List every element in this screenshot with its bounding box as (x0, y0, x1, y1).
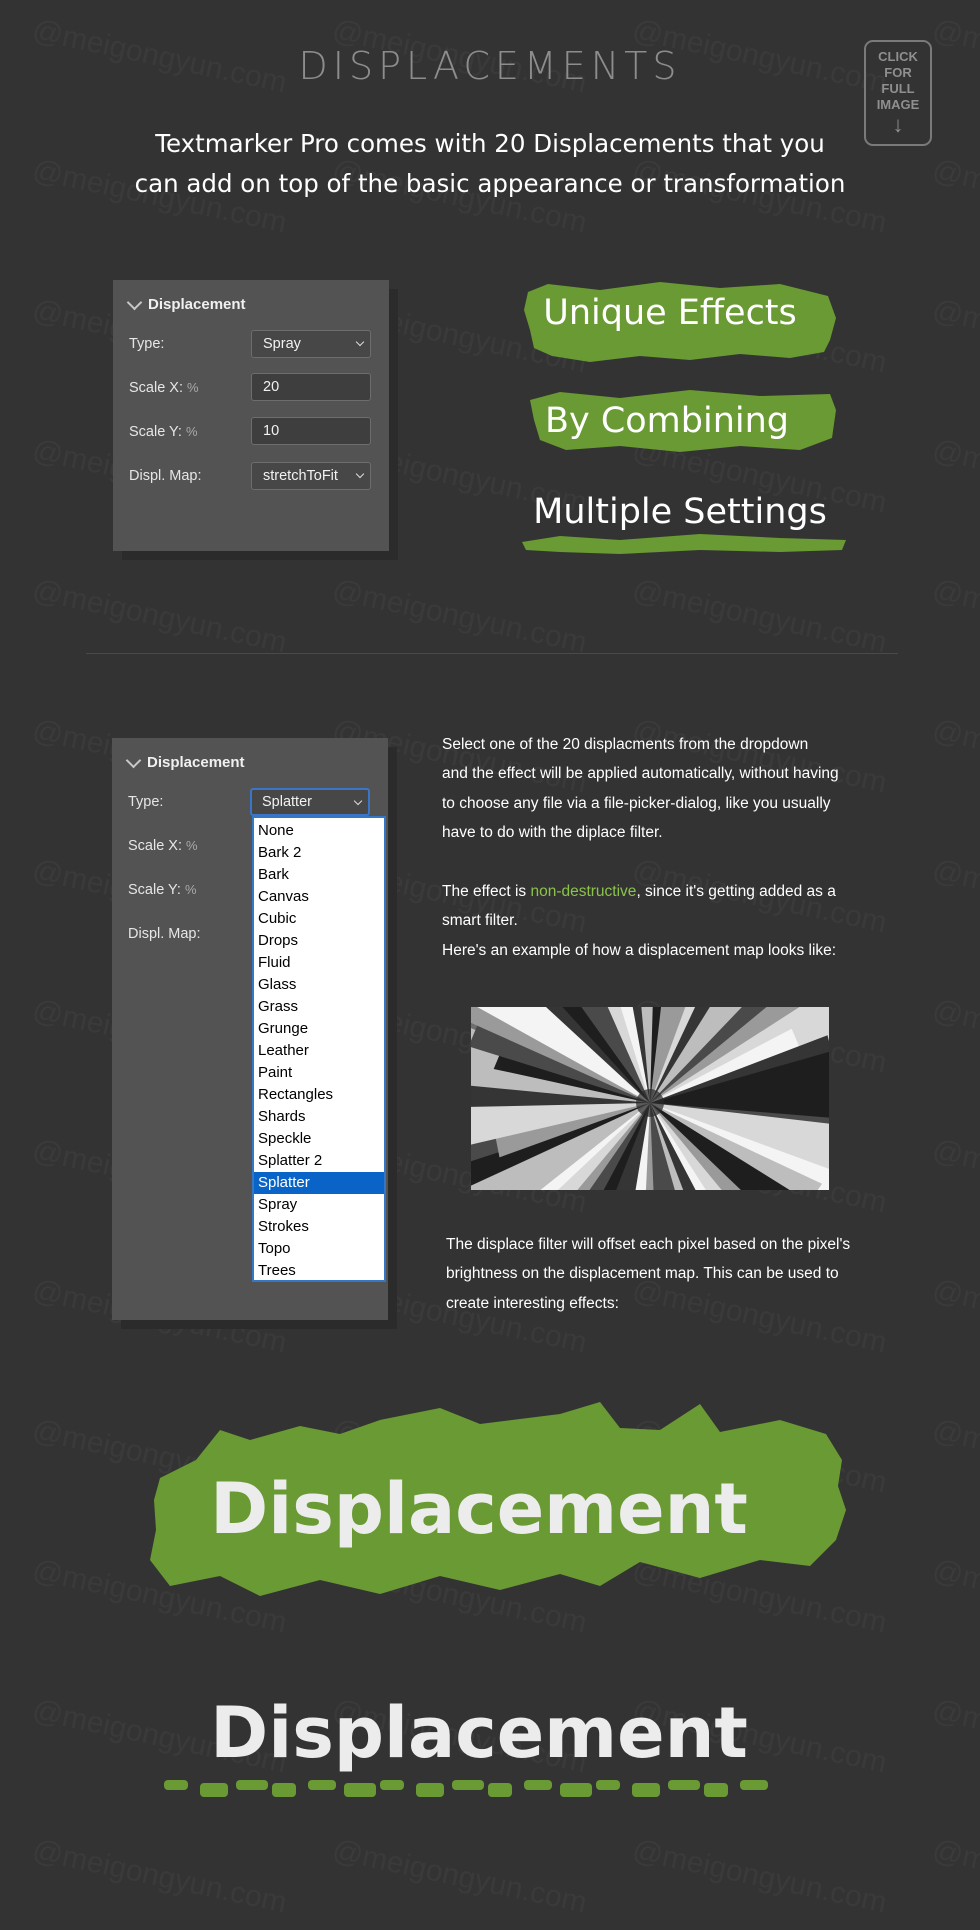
type-label: Type: (129, 336, 165, 352)
brush-dash (308, 1780, 336, 1790)
dropdown-option[interactable]: Rectangles (258, 1086, 334, 1103)
dropdown-option[interactable]: Paint (258, 1064, 293, 1081)
panel-header[interactable] (128, 754, 245, 771)
scale-x-label: Scale X: % (128, 838, 198, 854)
dropdown-option[interactable]: Bark (258, 866, 289, 883)
dropdown-option[interactable]: Leather (258, 1042, 309, 1059)
watermark-text (329, 1833, 589, 1920)
displ-map-label: Displ. Map: (128, 926, 201, 942)
type-select-value: Splatter (262, 794, 312, 810)
brush-dash (560, 1783, 592, 1797)
displacement-map-image (471, 1007, 829, 1190)
watermark-text (329, 573, 589, 660)
description-paragraph-1: Select one of the 20 displacments from the dropdown and the effect will be applied automatically, without having to choose any file via a file-picker-dialog, like you usually have to do with the diplace filter. (442, 736, 839, 842)
watermark-text (929, 1133, 980, 1220)
dropdown-option[interactable]: Canvas (258, 888, 309, 905)
dropdown-option[interactable]: Splatter 2 (258, 1152, 323, 1169)
effect-text-3: Multiple Settings (533, 492, 827, 532)
dropdown-option[interactable]: Drops (258, 932, 299, 949)
brush-dash (704, 1783, 728, 1797)
brush-dash (632, 1783, 660, 1797)
dropdown-option[interactable]: Bark 2 (258, 844, 302, 861)
brush-dash (488, 1783, 512, 1797)
brush-dash (740, 1780, 768, 1790)
brush-dash (596, 1780, 620, 1790)
dropdown-option[interactable]: Topo (258, 1240, 291, 1257)
section-divider (86, 653, 898, 654)
watermark-text (929, 1273, 980, 1360)
dropdown-option[interactable]: Splatter (254, 1172, 384, 1194)
brush-dash (416, 1783, 444, 1797)
type-label: Type: (128, 794, 164, 810)
badge-text: FOR (884, 65, 912, 80)
page-title: DISPLACEMENTS (298, 44, 682, 88)
dropdown-option[interactable]: Fluid (258, 954, 291, 971)
watermark-text (629, 1833, 889, 1920)
watermark-text (29, 1833, 289, 1920)
dropdown-option[interactable]: Shards (258, 1108, 306, 1125)
watermark-text (929, 1833, 980, 1920)
brush-dash (200, 1783, 228, 1797)
dropdown-option[interactable]: Cubic (258, 910, 297, 927)
brush-dash (524, 1780, 552, 1790)
watermark-text (929, 853, 980, 940)
watermark-text (29, 573, 289, 660)
click-for-full-image-button[interactable] (864, 40, 932, 146)
badge-text: CLICK (878, 49, 918, 64)
dropdown-option[interactable]: Spray (258, 1196, 298, 1213)
brush-dash (668, 1780, 700, 1790)
scale-x-label: Scale X: % (129, 380, 199, 396)
dropdown-option[interactable]: Grass (258, 998, 299, 1015)
effect-text-2: By Combining (544, 401, 790, 441)
intro-text (0, 124, 980, 204)
scale-y-input[interactable]: 10 (251, 417, 371, 445)
dropdown-option[interactable]: Trees (258, 1262, 296, 1279)
displ-map-value: stretchToFit (263, 468, 338, 484)
brush-strokes (0, 270, 980, 570)
brush-dash (344, 1783, 376, 1797)
type-select-open[interactable] (250, 788, 370, 816)
displ-map-label: Displ. Map: (129, 468, 202, 484)
dropdown-option[interactable]: Strokes (258, 1218, 309, 1235)
type-select-value: Spray (263, 336, 301, 352)
description-paragraph-3: The displace filter will offset each pixel based on the pixel's brightness on the displacement map. This can be used to create interesting effects: (446, 1236, 851, 1312)
brush-dash (380, 1780, 404, 1790)
example-word-dashes: Displacement (210, 1692, 748, 1774)
dropdown-option[interactable]: Grunge (258, 1020, 309, 1037)
badge-text: FULL (881, 81, 915, 96)
example-word-splash: Displacement (210, 1468, 748, 1550)
chevron-down-icon (354, 797, 362, 805)
scale-y-label: Scale Y: % (128, 882, 197, 898)
intro-line: Textmarker Pro comes with 20 Displacements that you (155, 129, 825, 158)
watermark-text (929, 713, 980, 800)
badge-text: IMAGE (876, 97, 920, 112)
effect-text-1: Unique Effects (543, 293, 797, 333)
brush-dash (164, 1780, 188, 1790)
brush-stroke-3 (522, 534, 846, 554)
panel-heading: Displacement (147, 754, 245, 771)
brush-dash (452, 1780, 484, 1790)
watermark-text (929, 573, 980, 660)
displacement-dropdown-list[interactable] (252, 816, 386, 1282)
chevron-down-icon (126, 752, 142, 768)
watermark-text (629, 573, 889, 660)
scale-y-label: Scale Y: % (129, 424, 198, 440)
intro-line: can add on top of the basic appearance or transformation (134, 169, 846, 198)
dropdown-option[interactable]: None (258, 822, 294, 839)
panel-heading: Displacement (148, 296, 246, 313)
brush-dash (236, 1780, 268, 1790)
dropdown-option[interactable]: Speckle (258, 1130, 312, 1147)
description-paragraph-2: The effect is non-destructive, since it's getting added as a smart filter. Here's an example of how a displacement map looks like: (442, 883, 837, 959)
brush-dash (272, 1783, 296, 1797)
watermark-text (929, 993, 980, 1080)
scale-x-input[interactable]: 20 (251, 373, 371, 401)
arrow-down-icon: ↓ (892, 112, 904, 137)
dropdown-option[interactable]: Glass (258, 976, 297, 993)
highlight-non-destructive: non-destructive (530, 883, 637, 900)
